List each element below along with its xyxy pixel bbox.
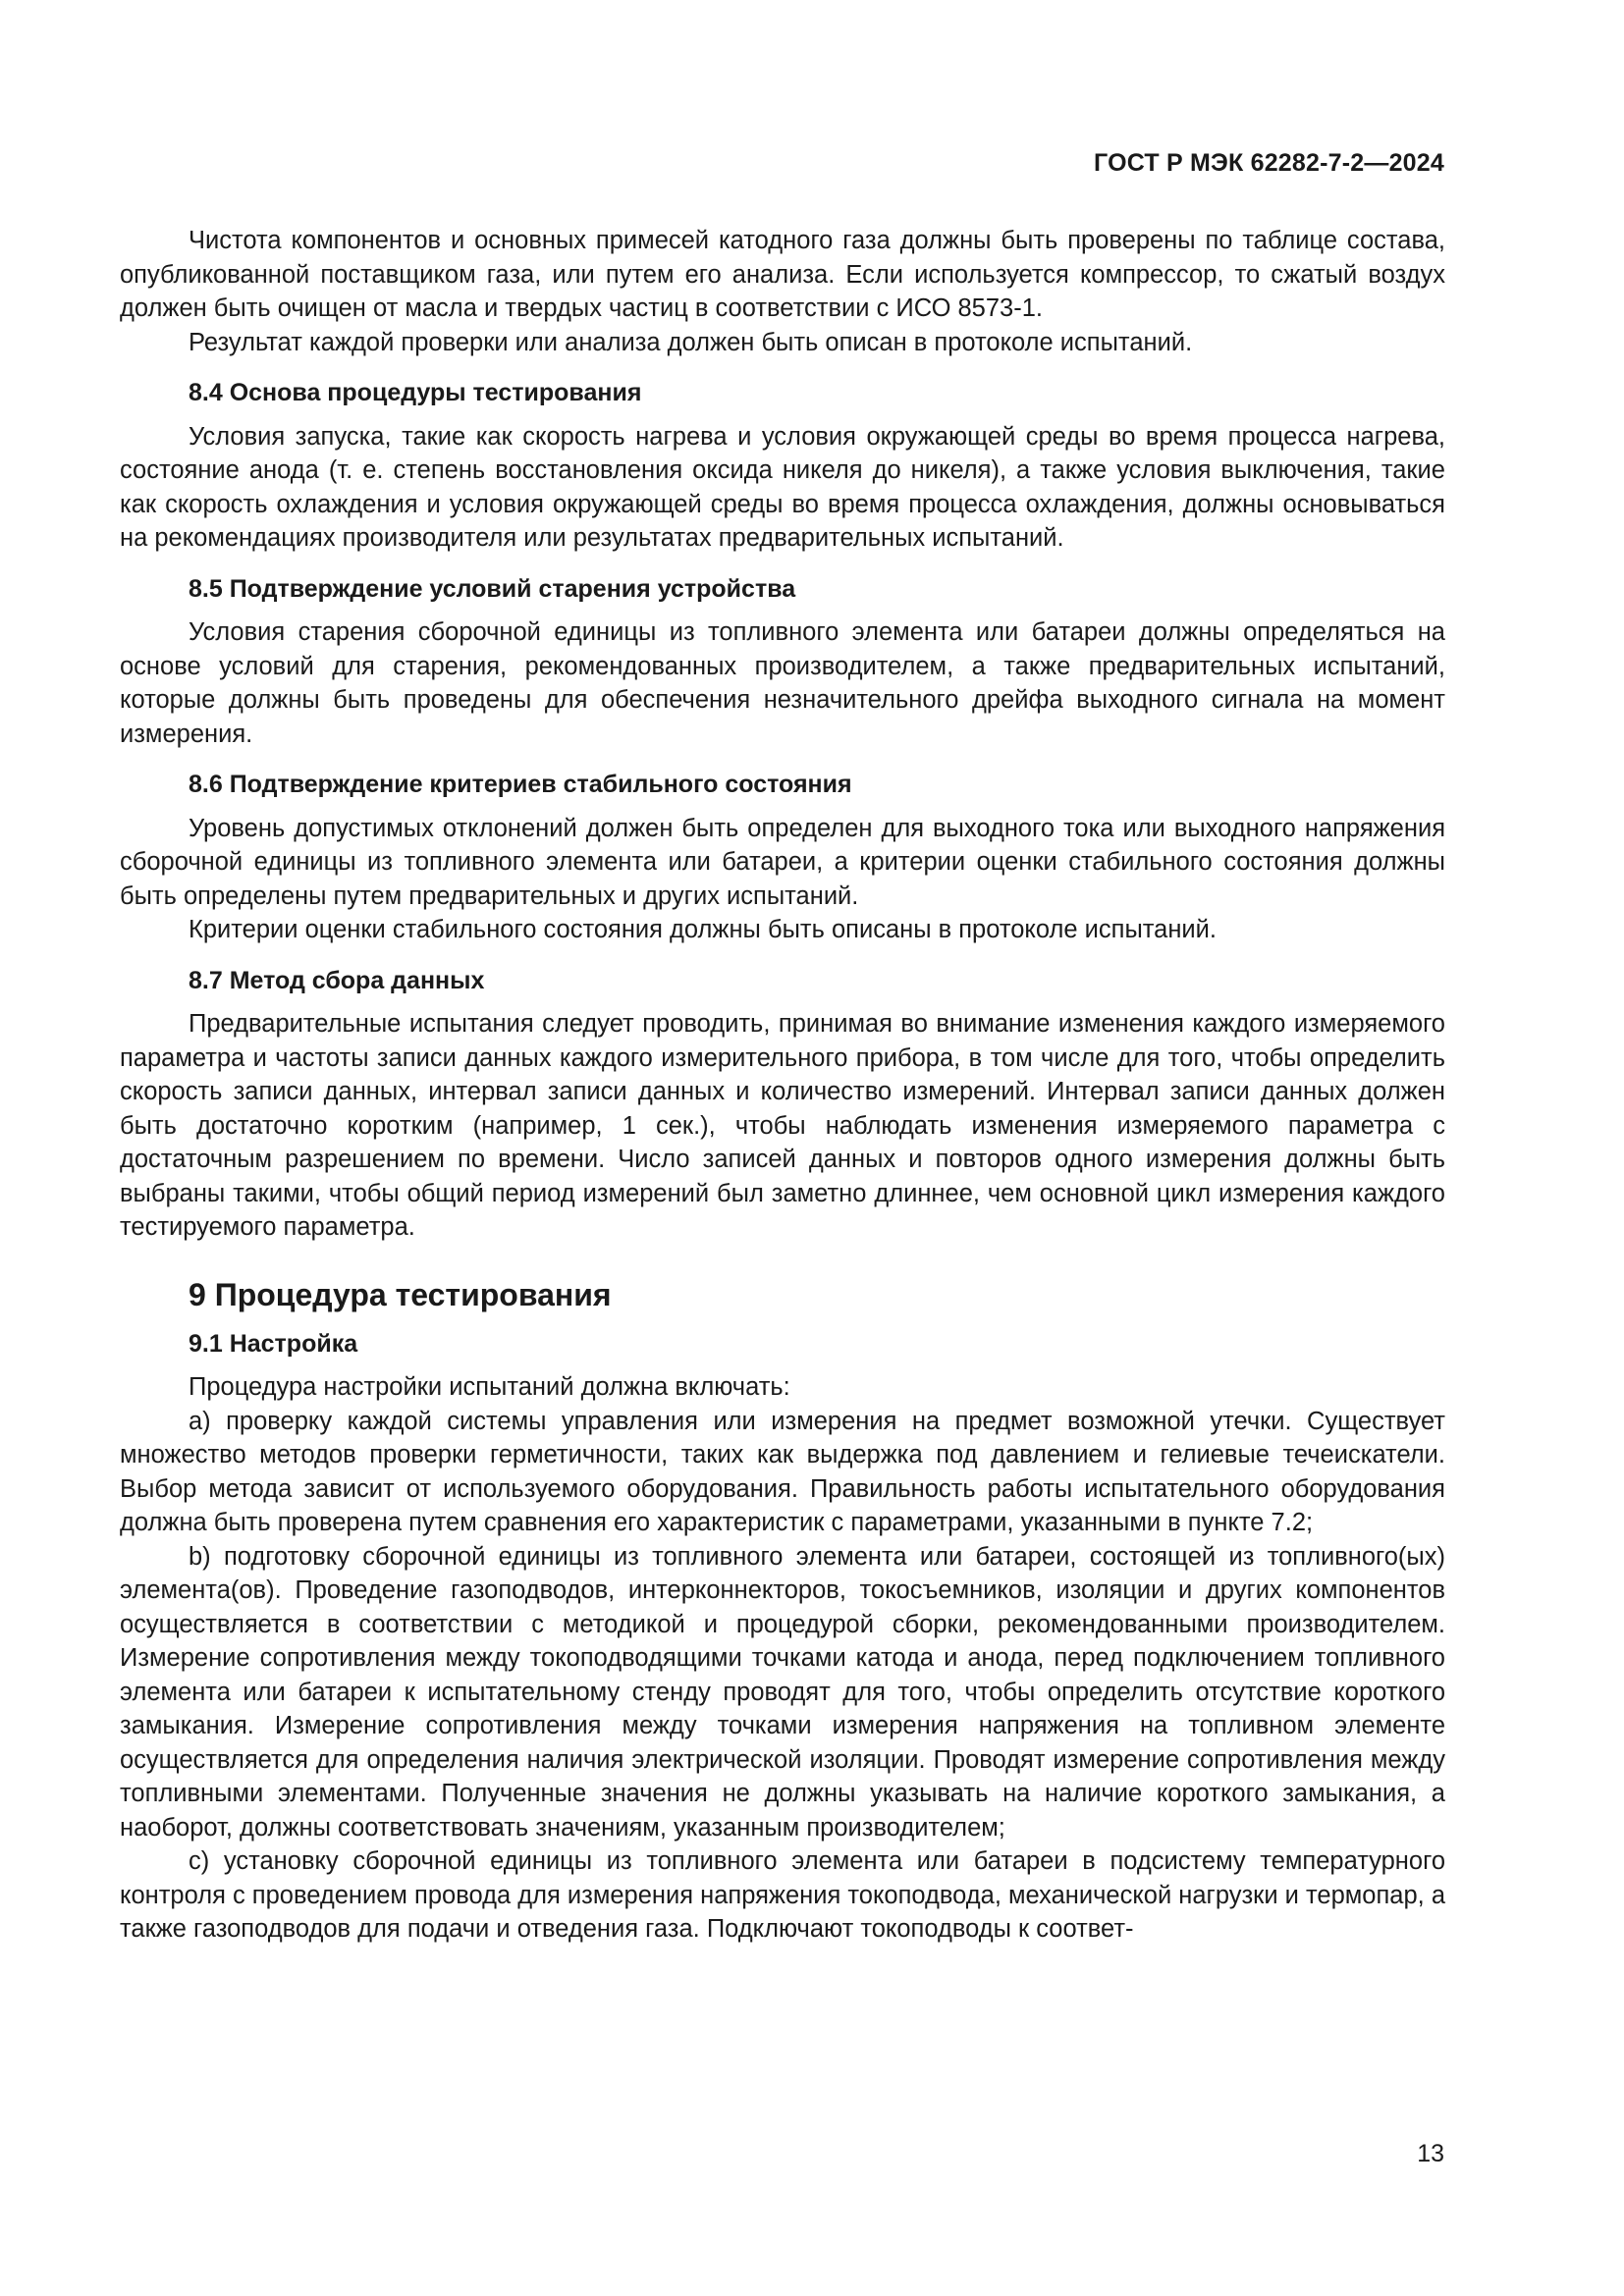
paragraph: Уровень допустимых отклонений должен быть определен для выходного тока или выходного напряжения сборочной единицы из топливного элемента или батареи, а критерии оценки стабильного состояния должны быть определены путем предварительных и других испытаний. [120,814,1445,910]
page-number: 13 [1417,2140,1444,2167]
paragraph: Чистота компонентов и основных примесей катодного газа должны быть проверены по таблице состава, опубликованной поставщиком газа, или путем его анализа. Если используется компрессор, то сжатый воздух должен быть очищен от масла и твердых частиц в соответствии с ИСО 8573-1. [120,227,1445,322]
list-item-b: b) подготовку сборочной единицы из топливного элемента или батареи, состоящей из топливного(ых) элемента(ов). Проведение газоподводов, интерконнекторов, токосъемников, изоляции и других компонентов осуществляется в соответствии с методикой и процедурой сборки, рекомендованными производителем. Измерение сопротивления между токоподводящими точками катода и анода, перед подключением топливного элемента или батареи к испытательному стенду проводят для того, чтобы определить отсутствие короткого замыкания. Измерение сопротивления между точками измерения напряжения на топливном элементе осуществляется для определения наличия электрической изоляции. Проводят измерение сопротивления между топливными элементами. Полученные значения не должны указывать на наличие короткого замыкания, а наоборот, должны соответствовать значениям, указанным производителем; [120,1542,1445,1842]
section-heading-8-5: 8.5 Подтверждение условий старения устройства [189,574,796,603]
paragraph: Процедура настройки испытаний должна включать: [189,1373,790,1401]
document-code-header: ГОСТ Р МЭК 62282-7-2—2024 [1094,149,1444,177]
section-heading-8-7: 8.7 Метод сбора данных [189,966,485,994]
page-content [120,224,1445,1947]
list-item-a: a) проверку каждой системы управления или измерения на предмет возможной утечки. Существует множество методов проверки герметичности, таких как выдержка под давлением и гелиевые течеискатели. Выбор метода зависит от используемого оборудования. Правильность работы испытательного оборудования должна быть проверена путем сравнения его характеристик с параметрами, указанными в пункте 7.2; [120,1407,1445,1536]
paragraph: Условия запуска, такие как скорость нагрева и условия окружающей среды во время процесса нагрева, состояние анода (т. е. степень восстановления оксида никеля до никеля), а также условия выключения, такие как скорость охлаждения и условия окружающей среды во время процесса охлаждения, должны основываться на рекомендациях производителя или результатах предварительных испытаний. [120,422,1445,552]
paragraph: Предварительные испытания следует проводить, принимая во внимание изменения каждого измеряемого параметра и частоты записи данных каждого измерительного прибора, в том числе для того, чтобы определить скорость записи данных, интервал записи данных и количество измерений. Интервал записи данных должен быть достаточно коротким (например, 1 сек.), чтобы наблюдать изменения измеряемого параметра с достаточным разрешением по времени. Число записей данных и повторов одного измерения должны быть выбраны такими, чтобы общий период измерений был заметно длиннее, чем основной цикл измерения каждого тестируемого параметра. [120,1010,1445,1241]
paragraph: Условия старения сборочной единицы из топливного элемента или батареи должны определяться на основе условий для старения, рекомендованных производителем, а также предварительных испытаний, которые должны быть проведены для обеспечения незначительного дрейфа выходного сигнала на момент измерения. [120,618,1445,748]
section-heading-9-1: 9.1 Настройка [189,1329,358,1358]
paragraph: Результат каждой проверки или анализа должен быть описан в протоколе испытаний. [189,328,1193,356]
paragraph: Критерии оценки стабильного состояния должны быть описаны в протоколе испытаний. [189,916,1218,943]
list-item-c: c) установку сборочной единицы из топливного элемента или батареи в подсистему температурного контроля с проведением провода для измерения напряжения токоподвода, механической нагрузки и термопар, а также газоподводов для подачи и отведения газа. Подключают токоподводы к соответ- [120,1847,1445,1943]
chapter-heading-9: 9 Процедура тестирования [189,1276,612,1312]
section-heading-8-4: 8.4 Основа процедуры тестирования [189,379,642,406]
section-heading-8-6: 8.6 Подтверждение критериев стабильного состояния [189,771,852,798]
